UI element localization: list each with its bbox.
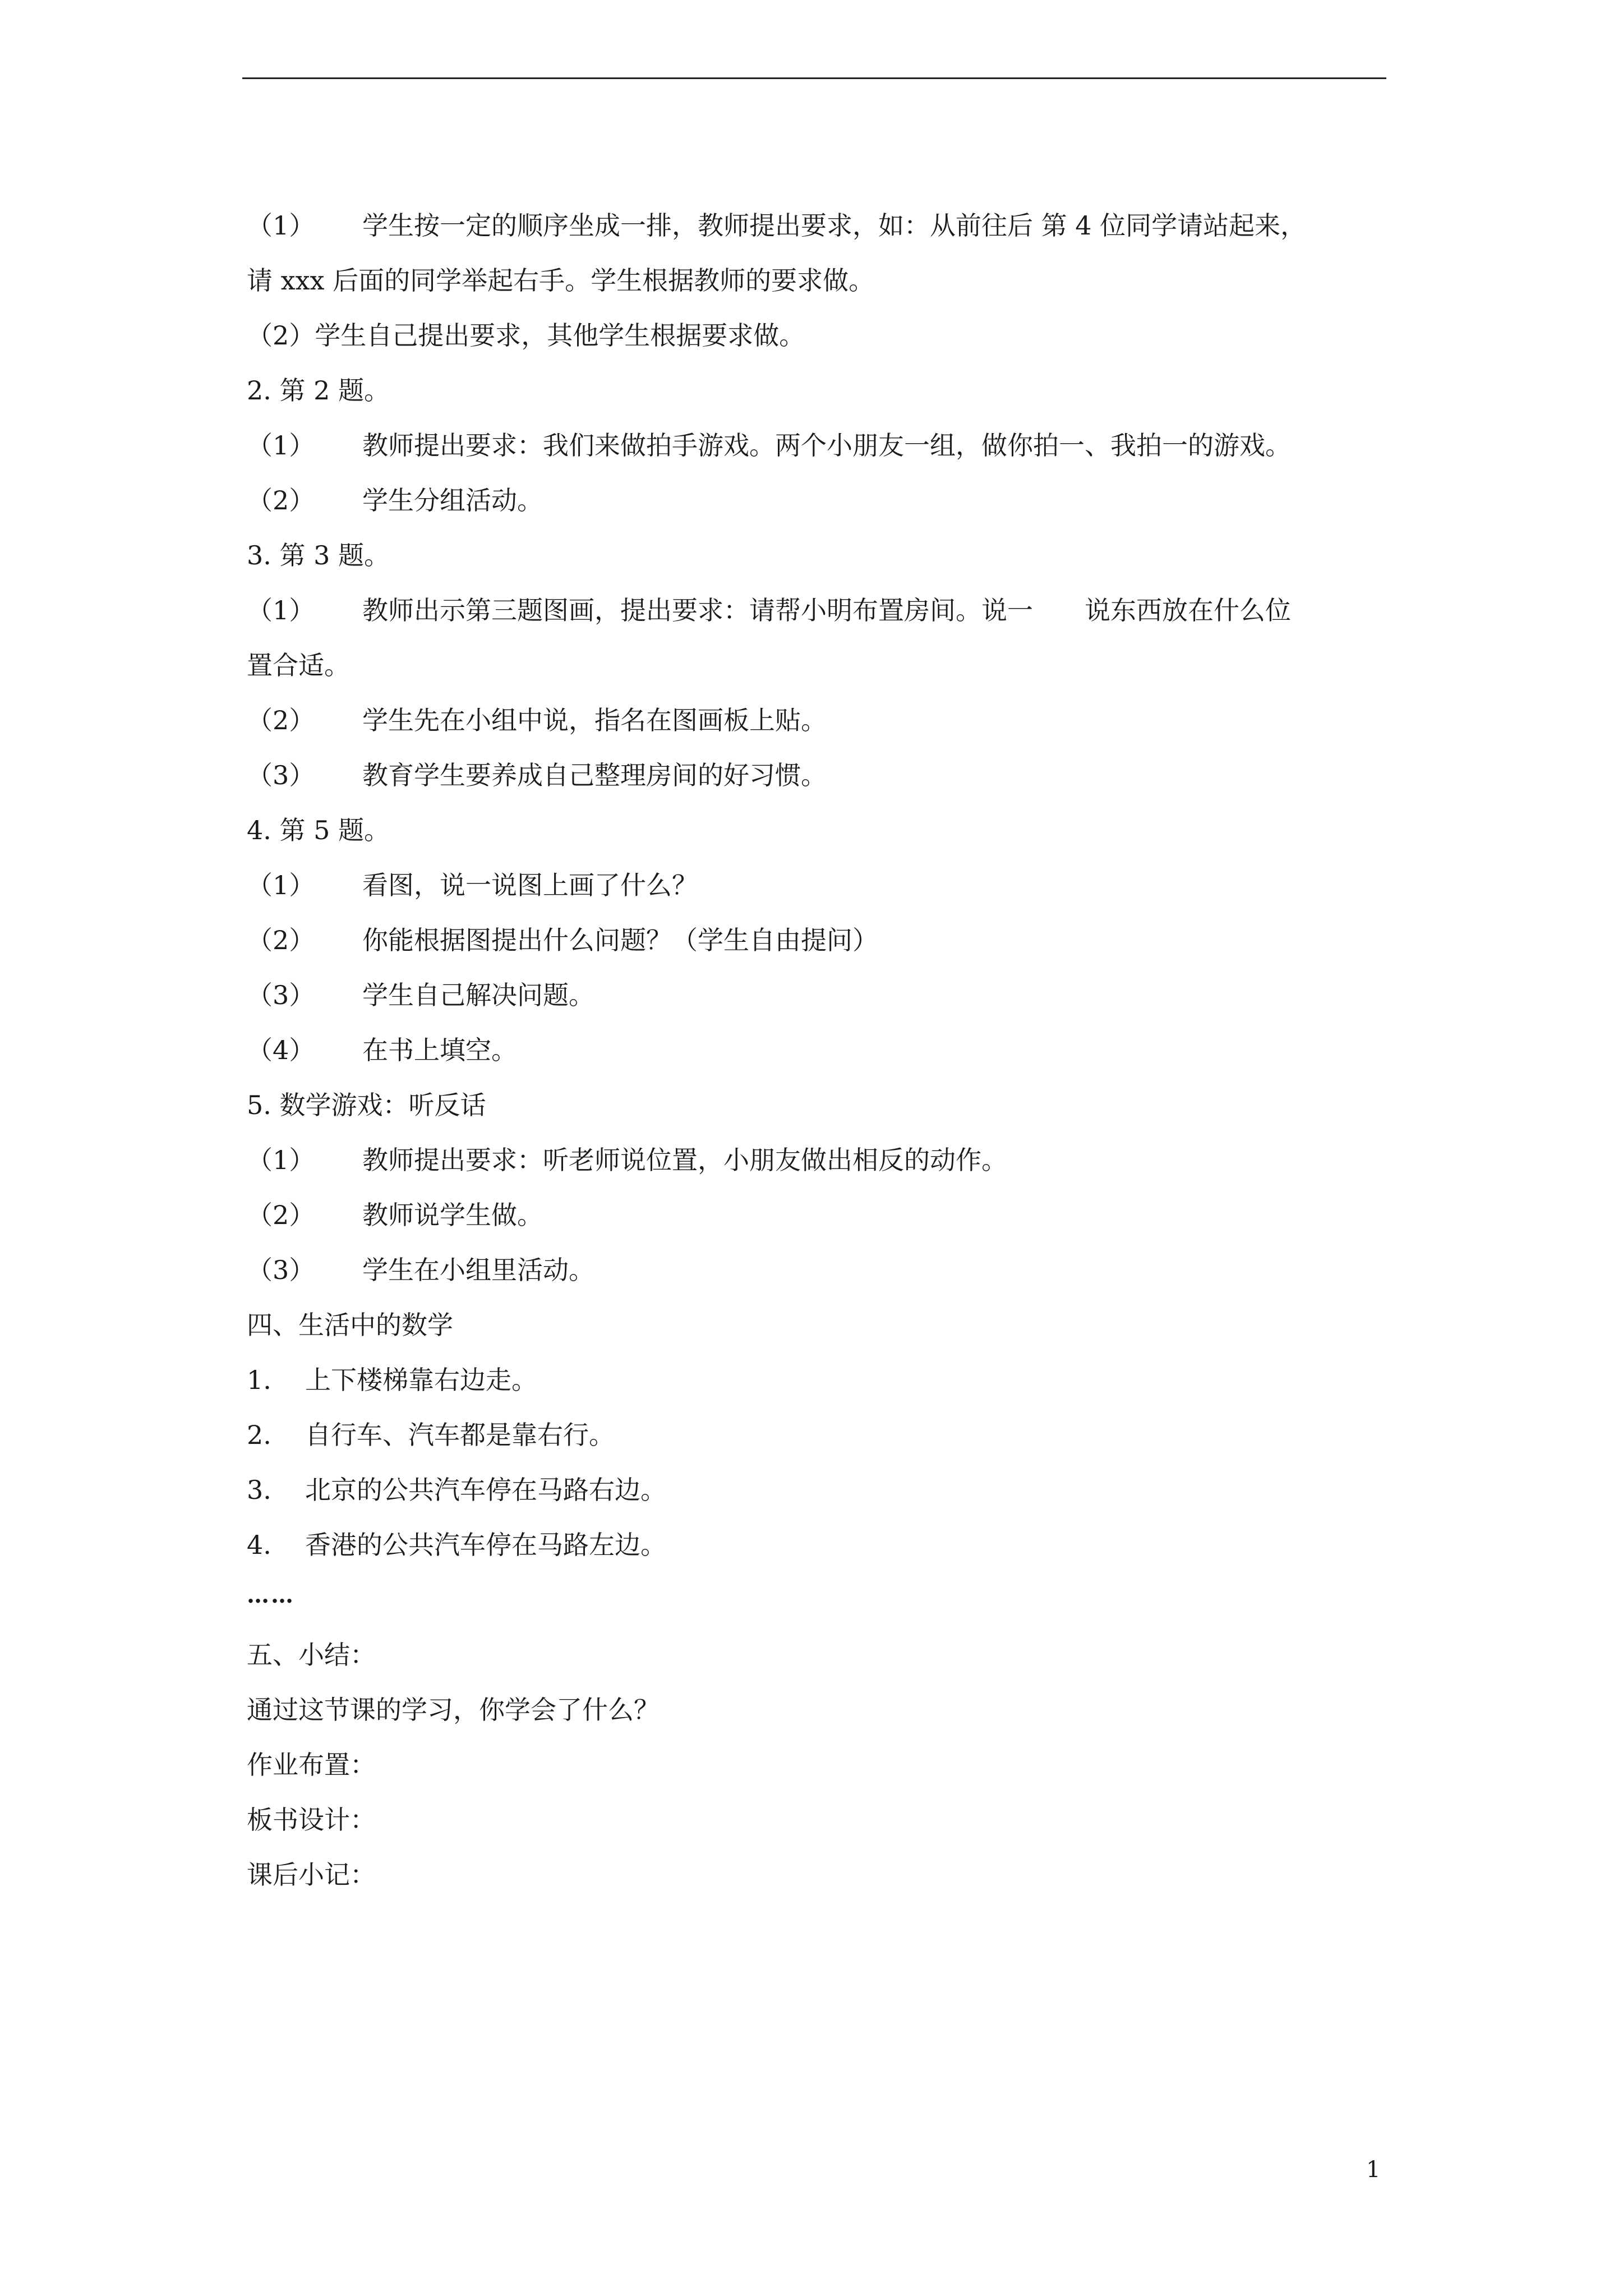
line-text: 香港的公共汽车停在马路左边。 [305, 1530, 666, 1560]
paragraph-line [247, 1693, 660, 1727]
item-number: （3） [247, 760, 315, 790]
list-item [247, 1363, 537, 1397]
line-text: 五、小结： [247, 1640, 376, 1670]
item-number: 1. [247, 1365, 271, 1395]
paragraph-line [247, 593, 1291, 627]
section-heading [247, 1088, 486, 1122]
item-number: 3. [247, 1475, 271, 1505]
line-text: 上下楼梯靠右边走。 [305, 1365, 537, 1395]
paragraph-line [247, 648, 350, 682]
list-item [247, 1473, 666, 1507]
page-number: 1 [1366, 2157, 1381, 2183]
line-text: （2）学生自己提出要求，其他学生根据要求做。 [247, 320, 805, 351]
paragraph-line [247, 1803, 376, 1837]
line-text: 学生在小组里活动。 [362, 1255, 594, 1285]
line-text: 4. 第 5 题。 [247, 815, 390, 845]
item-number: 4. [247, 1530, 271, 1560]
paragraph-line [247, 484, 543, 517]
line-text: 置合适。 [247, 650, 350, 680]
line-text: 自行车、汽车都是靠右行。 [305, 1420, 615, 1450]
paragraph-line [247, 703, 827, 737]
header-rule [242, 77, 1386, 79]
list-item [247, 1418, 615, 1452]
line-text: 作业布置： [247, 1750, 376, 1780]
item-number: （1） [247, 210, 315, 241]
item-number: （3） [247, 980, 315, 1010]
paragraph-line [247, 1198, 543, 1232]
line-text: 看图，说一说图上画了什么？ [362, 870, 698, 900]
line-text: 3. 第 3 题。 [247, 540, 390, 570]
item-number: （1） [247, 1145, 315, 1175]
line-text: 5. 数学游戏：听反话 [247, 1090, 486, 1120]
paragraph-line [247, 1858, 376, 1892]
paragraph-line [247, 978, 594, 1012]
line-text: 课后小记： [247, 1860, 376, 1890]
item-number: （1） [247, 430, 315, 461]
paragraph-line [247, 923, 878, 957]
paragraph-line [247, 1033, 517, 1067]
line-text: 教师提出要求：我们来做拍手游戏。两个小朋友一组，做你拍一、我拍一的游戏。 [362, 430, 1291, 461]
line-text: 在书上填空。 [362, 1035, 517, 1065]
item-number: （1） [247, 595, 315, 625]
item-number: 2. [247, 1420, 271, 1450]
paragraph-line [247, 868, 698, 902]
paragraph-line [247, 758, 827, 792]
item-number: （2） [247, 925, 315, 955]
section-heading [247, 1308, 453, 1342]
line-text: 学生按一定的顺序坐成一排，教师提出要求，如：从前往后 第 4 位同学请站起来， [362, 210, 1307, 241]
ellipsis: …… [247, 1582, 295, 1608]
item-number: （2） [247, 1200, 315, 1230]
line-text: 你能根据图提出什么问题？（学生自由提问） [362, 925, 878, 955]
paragraph-line [247, 264, 874, 297]
item-number: （3） [247, 1255, 315, 1285]
item-number: （2） [247, 705, 315, 735]
line-text: 四、生活中的数学 [247, 1310, 453, 1340]
line-text: 请 xxx 后面的同学举起右手。学生根据教师的要求做。 [247, 265, 875, 296]
section-heading [247, 539, 390, 572]
paragraph-line [247, 1143, 1007, 1177]
line-text: 学生先在小组中说，指名在图画板上贴。 [362, 705, 827, 735]
paragraph-line [247, 1253, 594, 1287]
line-text: 教育学生要养成自己整理房间的好习惯。 [362, 760, 827, 790]
line-text: 2. 第 2 题。 [247, 375, 390, 406]
line-text: 学生分组活动。 [362, 485, 543, 516]
line-text: 学生自己解决问题。 [362, 980, 594, 1010]
item-number: （2） [247, 485, 315, 516]
section-heading [247, 813, 390, 847]
list-item [247, 1528, 666, 1562]
paragraph-line [247, 209, 1306, 242]
line-text: 北京的公共汽车停在马路右边。 [305, 1475, 666, 1505]
line-text: 教师出示第三题图画，提出要求：请帮小明布置房间。说一 说东西放在什么位 [362, 595, 1291, 625]
paragraph-line [247, 319, 805, 352]
section-heading [247, 374, 390, 407]
paragraph-line [247, 1748, 376, 1782]
line-text: 教师说学生做。 [362, 1200, 543, 1230]
line-text: 教师提出要求：听老师说位置，小朋友做出相反的动作。 [362, 1145, 1007, 1175]
line-text: 通过这节课的学习，你学会了什么？ [247, 1695, 660, 1725]
item-number: （4） [247, 1035, 315, 1065]
section-heading [247, 1638, 376, 1672]
line-text: 板书设计： [247, 1805, 376, 1835]
paragraph-line [247, 429, 1291, 462]
item-number: （1） [247, 870, 315, 900]
